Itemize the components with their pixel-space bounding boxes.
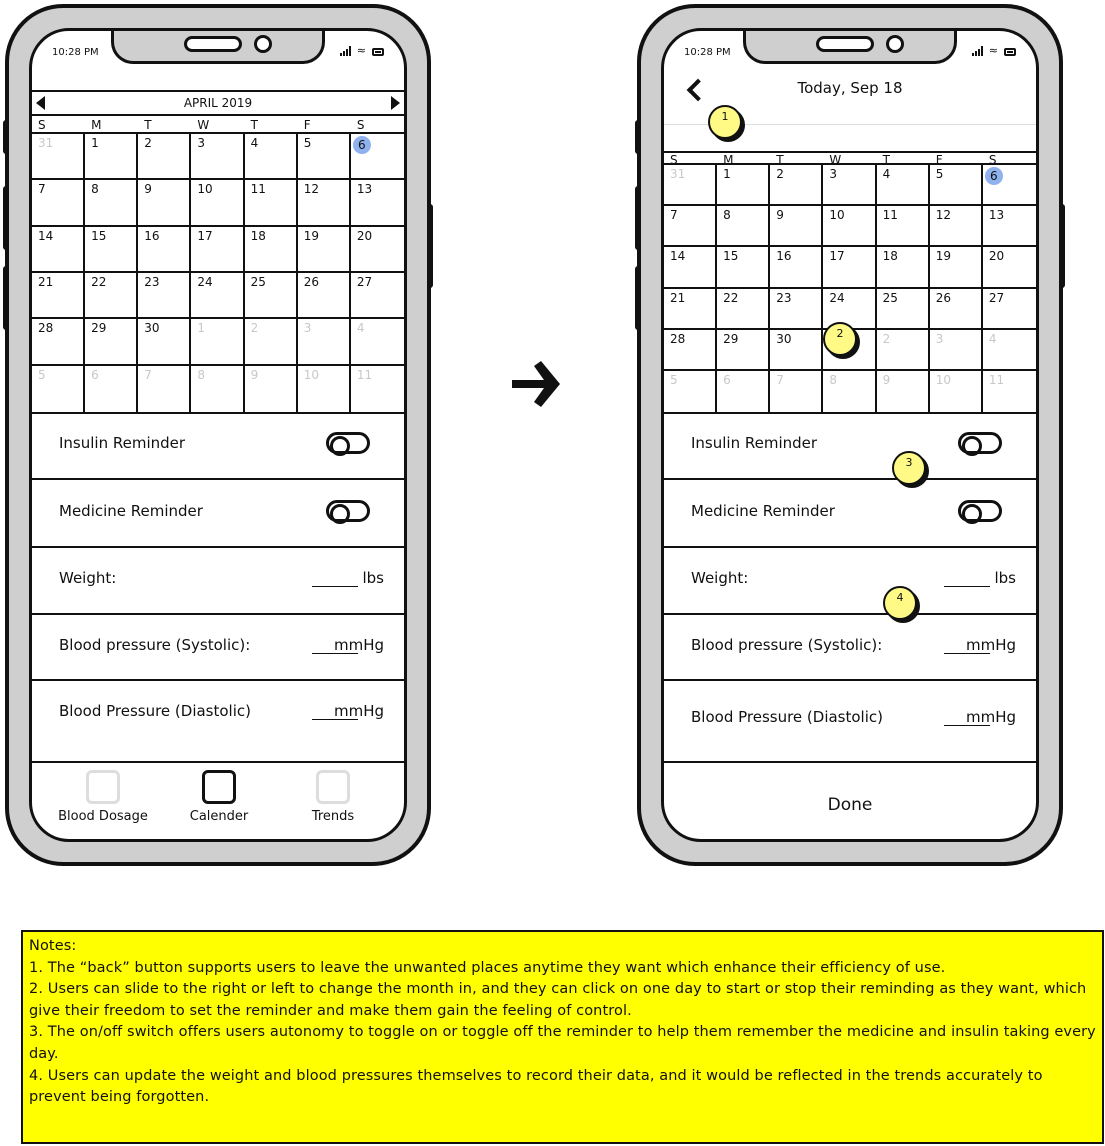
calendar-day-cell[interactable] <box>32 180 85 226</box>
month-title: APRIL 2019 <box>183 96 253 110</box>
day-number: 24 <box>829 290 845 305</box>
medicine-reminder-label: Medicine Reminder <box>59 502 203 520</box>
calendar-day-cell[interactable] <box>930 289 983 330</box>
done-button[interactable]: Done <box>827 795 873 815</box>
side-button <box>3 186 9 250</box>
systolic-label: Blood pressure (Systolic): <box>59 636 251 654</box>
calendar-day-cell[interactable] <box>823 206 876 247</box>
battery-icon <box>372 48 384 56</box>
calendar-day-cell[interactable] <box>191 319 244 365</box>
calendar-day-cell[interactable] <box>930 165 983 206</box>
calendar-day-cell[interactable] <box>298 227 351 273</box>
medicine-reminder-toggle[interactable] <box>958 500 1002 522</box>
insulin-reminder-toggle[interactable] <box>958 432 1002 454</box>
day-number: 9 <box>250 367 259 382</box>
day-number: 1 <box>197 321 206 336</box>
calendar-day-cell[interactable] <box>770 206 823 247</box>
calendar-day-cell[interactable] <box>664 206 717 247</box>
day-number: 1 <box>91 136 99 150</box>
calendar-day-cell[interactable] <box>245 366 298 412</box>
day-number: 9 <box>882 372 891 387</box>
day-number: 1 <box>723 167 731 181</box>
day-number: 29 <box>91 321 107 336</box>
calendar-day-cell[interactable] <box>245 273 298 319</box>
calendar-day-cell[interactable] <box>717 289 770 330</box>
day-number: 3 <box>935 331 944 346</box>
day-number: 2 <box>144 136 152 150</box>
status-time: 10:28 PM <box>684 47 731 58</box>
insulin-reminder-row <box>32 410 404 480</box>
weekday-label: W <box>197 118 210 132</box>
calendar-day-cell[interactable] <box>191 180 244 226</box>
diastolic-unit: mmHg <box>333 702 384 720</box>
right-phone-frame <box>637 4 1063 866</box>
day-number: 6 <box>353 136 371 154</box>
weekday-header <box>32 118 404 132</box>
day-number: 4 <box>356 321 365 336</box>
calendar-day-cell[interactable] <box>717 165 770 206</box>
day-number: 21 <box>670 290 686 305</box>
note-item: 1. The “back” button supports users to leave the unwanted places anytime they want which enhance their efficiency of use. <box>29 959 946 976</box>
calendar-day-cell[interactable] <box>32 134 85 180</box>
day-number: 29 <box>723 331 739 346</box>
weight-unit: lbs <box>362 569 384 587</box>
diastolic-row <box>32 679 404 763</box>
insulin-reminder-label: Insulin Reminder <box>691 434 818 452</box>
day-number: 6 <box>985 167 1003 185</box>
day-number: 10 <box>935 372 951 387</box>
insulin-reminder-row <box>664 410 1036 480</box>
calendar-day-cell[interactable] <box>298 180 351 226</box>
medicine-reminder-row <box>664 478 1036 548</box>
calendar-day-cell[interactable] <box>138 319 191 365</box>
calendar-day-cell[interactable] <box>191 366 244 412</box>
weekday-label: S <box>38 118 46 132</box>
note-item: 2. Users can slide to the right or left to change the month in, and they can click on one day to start or stop their reminding as they want, which give their freedom to set the reminder and make them gain the feeling of control. <box>29 981 1087 1019</box>
status-icons <box>972 46 1016 56</box>
calendar-day-cell[interactable] <box>877 330 930 371</box>
calendar-day-cell[interactable] <box>877 371 930 412</box>
left-screen <box>29 28 407 842</box>
day-number: 6 <box>91 367 99 382</box>
day-number: 12 <box>935 208 951 223</box>
day-number: 19 <box>935 249 951 264</box>
day-number: 22 <box>723 290 739 305</box>
calendar-day-cell[interactable] <box>717 247 770 288</box>
prev-month-icon[interactable] <box>36 96 45 110</box>
day-number: 5 <box>670 372 678 387</box>
calendar-day-cell[interactable] <box>983 289 1036 330</box>
calendar-day-cell[interactable] <box>32 273 85 319</box>
calendar-day-cell[interactable] <box>245 134 298 180</box>
calendar-day-cell[interactable] <box>664 165 717 206</box>
weight-unit: lbs <box>994 569 1016 587</box>
notch <box>111 28 325 64</box>
calendar-day-cell[interactable] <box>770 289 823 330</box>
tab-bar <box>32 754 404 839</box>
calendar-day-cell[interactable] <box>823 165 876 206</box>
day-number: 30 <box>776 331 792 346</box>
day-number: 24 <box>197 274 213 289</box>
day-number: 31 <box>38 136 54 150</box>
medicine-reminder-toggle[interactable] <box>326 500 370 522</box>
tab-blood-dosage[interactable] <box>58 770 148 824</box>
weight-input[interactable] <box>312 586 358 587</box>
calendar-grid <box>32 132 404 414</box>
day-number: 18 <box>882 249 898 264</box>
calendar-day-cell[interactable] <box>191 134 244 180</box>
calendar-day-cell[interactable] <box>298 134 351 180</box>
day-number: 16 <box>144 228 160 243</box>
calendar-day-cell[interactable] <box>983 247 1036 288</box>
weekday-label: S <box>356 118 365 132</box>
weekday-label: S <box>670 153 678 167</box>
screen-title: Today, Sep 18 <box>797 79 903 97</box>
diastolic-label: Blood Pressure (Diastolic) <box>59 702 251 720</box>
day-number: 30 <box>144 321 160 336</box>
day-number: 13 <box>356 182 373 197</box>
calendar-day-cell[interactable] <box>85 319 138 365</box>
day-number: 4 <box>250 136 259 150</box>
side-button <box>635 266 641 330</box>
calendar-day-cell[interactable] <box>664 247 717 288</box>
arrow-right-icon <box>508 357 564 411</box>
calendar-day-cell[interactable] <box>877 247 930 288</box>
day-number: 7 <box>670 208 678 223</box>
day-number: 31 <box>670 167 686 181</box>
day-number: 5 <box>38 367 46 382</box>
calendar-day-cell[interactable] <box>85 366 138 412</box>
calendar-day-cell[interactable] <box>351 134 404 180</box>
calendar-day-cell[interactable] <box>717 371 770 412</box>
day-number: 11 <box>882 208 898 223</box>
day-number: 10 <box>829 208 845 223</box>
calendar-day-cell[interactable] <box>930 330 983 371</box>
notch <box>743 28 957 64</box>
calendar-day-cell[interactable] <box>85 273 138 319</box>
calendar-day-cell[interactable] <box>930 206 983 247</box>
calendar-day-cell[interactable] <box>664 289 717 330</box>
calendar-day-cell[interactable] <box>983 165 1036 206</box>
calendar-day-cell[interactable] <box>138 366 191 412</box>
day-number: 8 <box>91 182 99 197</box>
weekday-label: T <box>250 118 258 132</box>
calendar-day-cell[interactable] <box>717 330 770 371</box>
day-number: 7 <box>144 367 152 382</box>
speaker <box>816 36 874 52</box>
calendar-day-cell[interactable] <box>877 165 930 206</box>
side-button <box>3 266 9 330</box>
calendar-day-cell[interactable] <box>138 227 191 273</box>
weight-label: Weight: <box>59 569 117 587</box>
tab-calender[interactable] <box>174 770 264 824</box>
insulin-reminder-label: Insulin Reminder <box>59 434 186 452</box>
weekday-label: M <box>91 118 102 132</box>
calendar-day-cell[interactable] <box>32 366 85 412</box>
day-number: 17 <box>197 228 213 243</box>
camera <box>886 35 904 53</box>
note-item: 4. Users can update the weight and blood pressures themselves to record their data, and it would be reflected in the trends accurately to prevent being forgotten. <box>29 1067 1043 1106</box>
weekday-label: T <box>776 153 784 167</box>
note-item: 3. The on/off switch offers users autonomy to toggle on or toggle off the reminder to help them remember the medicine and insulin taking every day. <box>29 1024 1096 1062</box>
side-button <box>427 204 433 288</box>
systolic-row <box>664 613 1036 681</box>
weekday-label: F <box>935 153 943 167</box>
day-number: 16 <box>776 249 792 264</box>
diastolic-row <box>664 679 1036 763</box>
day-number: 8 <box>723 208 731 223</box>
day-number: 28 <box>38 321 54 336</box>
right-screen <box>661 28 1039 842</box>
annotation-marker-3: 3 <box>892 451 926 485</box>
calendar-day-cell[interactable] <box>245 180 298 226</box>
diastolic-unit: mmHg <box>965 708 1016 726</box>
day-number: 6 <box>723 372 731 387</box>
calendar-day-cell[interactable] <box>983 371 1036 412</box>
systolic-unit: mmHg <box>965 636 1016 654</box>
day-number: 17 <box>829 249 845 264</box>
calendar-grid <box>664 163 1036 414</box>
day-number: 13 <box>988 208 1005 223</box>
weekday-label: T <box>882 153 890 167</box>
wifi-icon: ≈ <box>356 44 366 57</box>
systolic-label: Blood pressure (Systolic): <box>691 636 883 654</box>
calendar-day-cell[interactable] <box>85 180 138 226</box>
weekday-label: S <box>988 153 997 167</box>
calendar-day-cell[interactable] <box>138 273 191 319</box>
day-number: 14 <box>38 228 54 243</box>
day-number: 2 <box>776 167 784 181</box>
calendar-day-cell[interactable] <box>351 273 404 319</box>
annotation-marker-2: 2 <box>823 322 857 356</box>
calendar-day-cell[interactable] <box>138 180 191 226</box>
diastolic-label: Blood Pressure (Diastolic) <box>691 708 883 726</box>
weekday-label: M <box>723 153 734 167</box>
day-number: 25 <box>250 274 266 289</box>
wifi-icon: ≈ <box>988 44 998 57</box>
day-number: 10 <box>197 182 213 197</box>
calendar-day-cell[interactable] <box>770 371 823 412</box>
calendar-day-cell[interactable] <box>877 289 930 330</box>
camera <box>254 35 272 53</box>
blood-dosage-icon <box>86 770 120 804</box>
signal-icon <box>972 46 983 56</box>
day-number: 23 <box>144 274 160 289</box>
day-number: 22 <box>91 274 107 289</box>
side-button <box>635 120 641 154</box>
calendar-day-cell[interactable] <box>351 227 404 273</box>
day-number: 21 <box>38 274 54 289</box>
calendar-day-cell[interactable] <box>770 330 823 371</box>
day-number: 10 <box>303 367 319 382</box>
calendar-day-cell[interactable] <box>930 247 983 288</box>
notes-box <box>21 930 1104 1144</box>
calendar-day-cell[interactable] <box>191 273 244 319</box>
weight-row <box>32 546 404 615</box>
day-number: 3 <box>829 167 838 181</box>
day-number: 2 <box>882 331 891 346</box>
calendar-day-cell[interactable] <box>32 319 85 365</box>
calendar-day-cell[interactable] <box>351 180 404 226</box>
calendar-day-cell[interactable] <box>823 247 876 288</box>
status-time: 10:28 PM <box>52 47 99 58</box>
calendar-day-cell[interactable] <box>351 319 404 365</box>
tab-label: Calender <box>189 809 249 824</box>
day-number: 26 <box>935 290 951 305</box>
medicine-reminder-label: Medicine Reminder <box>691 502 835 520</box>
day-number: 4 <box>882 167 891 181</box>
day-number: 11 <box>356 367 373 382</box>
annotation-marker-1: 1 <box>708 105 742 139</box>
day-number: 4 <box>988 331 997 346</box>
day-number: 19 <box>303 228 319 243</box>
day-number: 27 <box>988 290 1005 305</box>
speaker <box>184 36 242 52</box>
day-number: 3 <box>303 321 312 336</box>
day-number: 2 <box>250 321 259 336</box>
day-number: 23 <box>776 290 792 305</box>
weight-row <box>664 546 1036 615</box>
day-number: 27 <box>356 274 373 289</box>
day-number: 8 <box>829 372 838 387</box>
day-number: 11 <box>988 372 1005 387</box>
calendar-day-cell[interactable] <box>983 206 1036 247</box>
calendar-day-cell[interactable] <box>664 330 717 371</box>
calendar-day-cell[interactable] <box>138 134 191 180</box>
calendar-day-cell[interactable] <box>930 371 983 412</box>
notes-heading: Notes: <box>29 938 77 954</box>
day-number: 7 <box>38 182 46 197</box>
next-month-icon[interactable] <box>391 96 400 110</box>
calendar-day-cell[interactable] <box>298 273 351 319</box>
systolic-unit: mmHg <box>333 636 384 654</box>
calendar-day-cell[interactable] <box>770 247 823 288</box>
calendar-day-cell[interactable] <box>770 165 823 206</box>
day-number: 28 <box>670 331 686 346</box>
month-header <box>32 90 404 116</box>
battery-icon <box>1004 48 1016 56</box>
day-number: 18 <box>250 228 266 243</box>
calendar-day-cell[interactable] <box>877 206 930 247</box>
tab-label: Blood Dosage <box>58 809 148 824</box>
day-number: 9 <box>776 208 784 223</box>
weekday-label: W <box>829 153 842 167</box>
trends-icon <box>316 770 350 804</box>
calendar-day-cell[interactable] <box>191 227 244 273</box>
weight-input[interactable] <box>944 586 990 587</box>
day-number: 12 <box>303 182 319 197</box>
tab-trends[interactable] <box>288 770 378 824</box>
weight-label: Weight: <box>691 569 749 587</box>
tab-label: Trends <box>311 809 355 824</box>
weekday-label: F <box>303 118 311 132</box>
calendar-day-cell[interactable] <box>983 330 1036 371</box>
calendar-day-cell[interactable] <box>298 366 351 412</box>
side-button <box>3 120 9 154</box>
day-number: 3 <box>197 136 206 150</box>
day-number: 20 <box>988 249 1005 264</box>
left-phone-frame <box>5 4 431 866</box>
calendar-day-cell[interactable] <box>85 134 138 180</box>
day-number: 14 <box>670 249 686 264</box>
status-icons <box>340 46 384 56</box>
day-number: 11 <box>250 182 266 197</box>
day-number: 15 <box>91 228 107 243</box>
medicine-reminder-row <box>32 478 404 548</box>
day-number: 20 <box>356 228 373 243</box>
calendar-day-cell[interactable] <box>664 371 717 412</box>
insulin-reminder-toggle[interactable] <box>326 432 370 454</box>
side-button <box>635 186 641 250</box>
calendar-day-cell[interactable] <box>85 227 138 273</box>
day-number: 5 <box>303 136 312 150</box>
day-number: 7 <box>776 372 784 387</box>
calendar-day-cell[interactable] <box>32 227 85 273</box>
day-number: 26 <box>303 274 319 289</box>
signal-icon <box>340 46 351 56</box>
calender-icon <box>202 770 236 804</box>
day-number: 25 <box>882 290 898 305</box>
side-button <box>1059 204 1065 288</box>
calendar-day-cell[interactable] <box>823 371 876 412</box>
day-number: 15 <box>723 249 739 264</box>
calendar-day-cell[interactable] <box>298 319 351 365</box>
calendar-day-cell[interactable] <box>245 227 298 273</box>
day-number: 8 <box>197 367 206 382</box>
weekday-label: T <box>144 118 152 132</box>
annotation-marker-4: 4 <box>883 586 917 620</box>
systolic-row <box>32 613 404 681</box>
calendar-day-cell[interactable] <box>245 319 298 365</box>
calendar-day-cell[interactable] <box>717 206 770 247</box>
day-number: 5 <box>935 167 944 181</box>
calendar-day-cell[interactable] <box>351 366 404 412</box>
day-number: 9 <box>144 182 152 197</box>
